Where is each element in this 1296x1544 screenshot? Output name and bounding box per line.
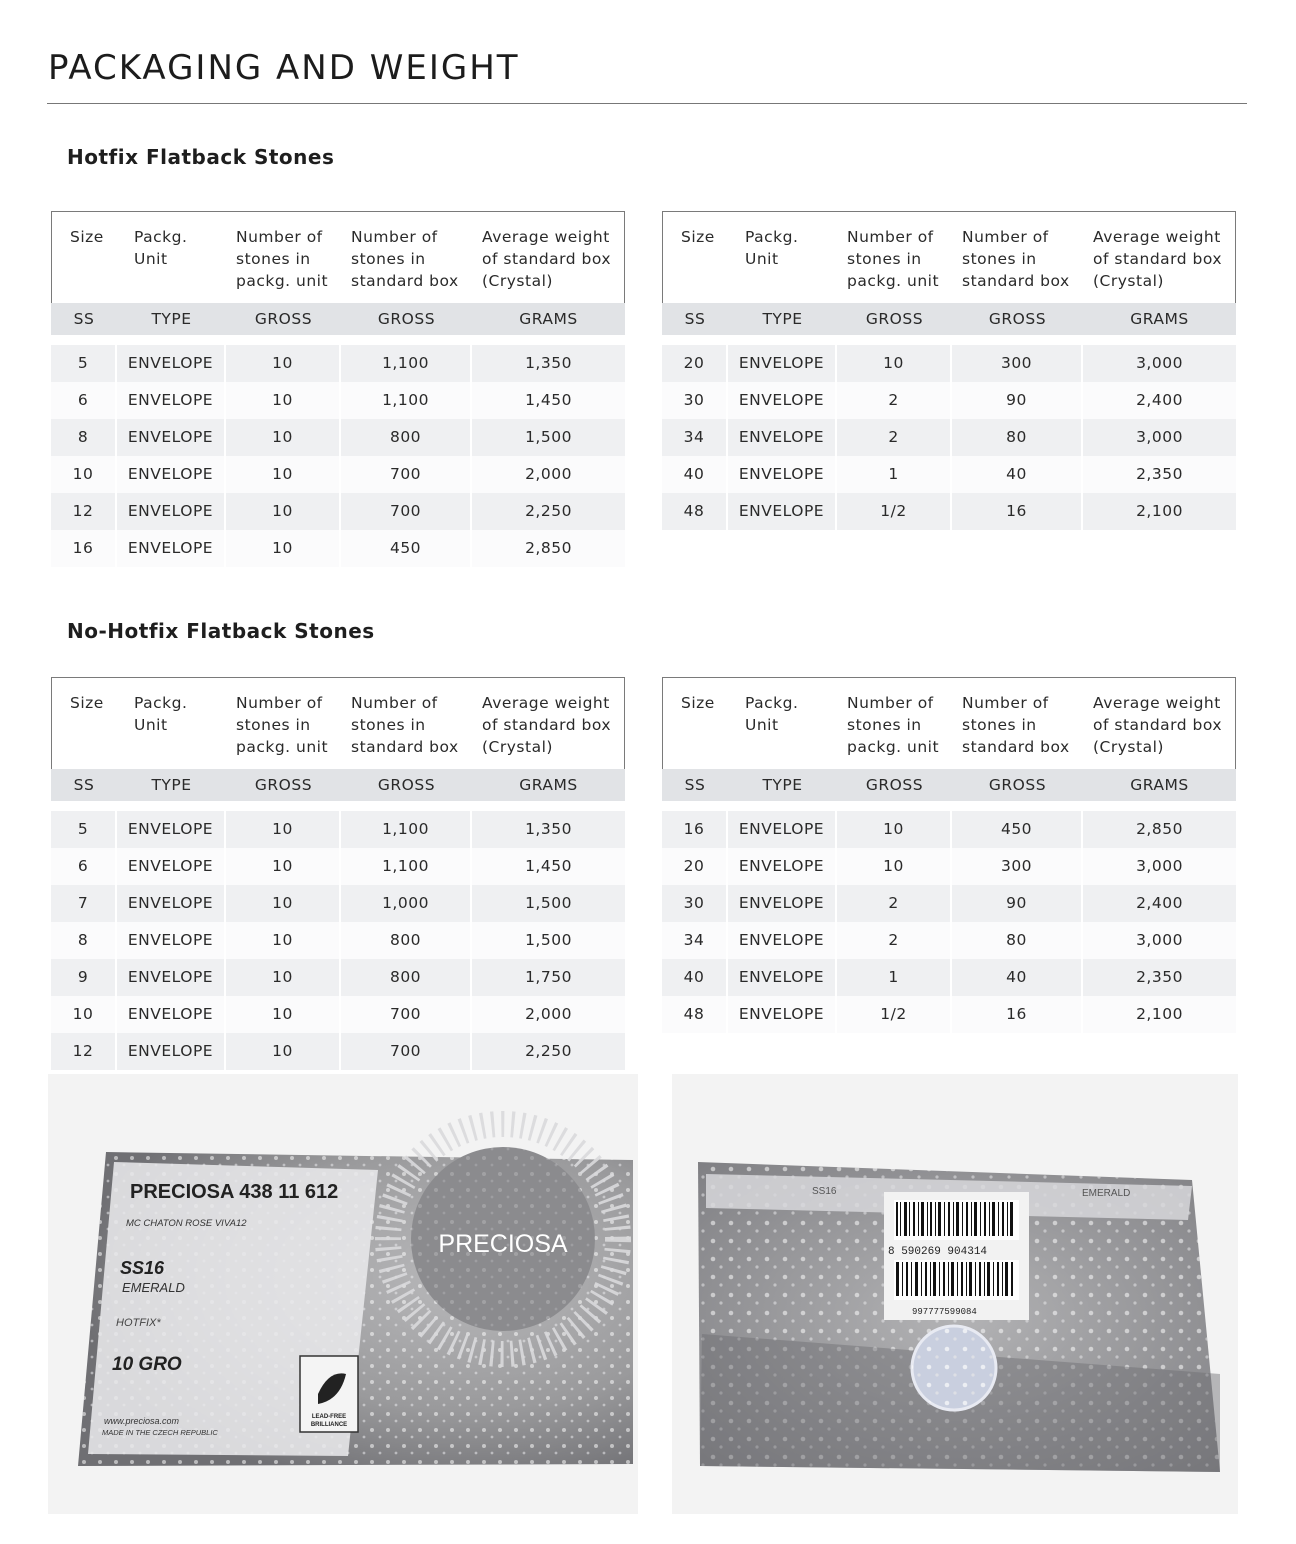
size-cell: 12 [51, 1033, 117, 1070]
stones-box-cell: 800 [341, 922, 472, 959]
svg-text:LEAD-FREE: LEAD-FREE [311, 1414, 347, 1420]
units-row [51, 303, 625, 335]
size-cell: 8 [51, 419, 117, 456]
table-header [51, 677, 625, 769]
table-row [51, 345, 625, 382]
type-cell: ENVELOPE [728, 885, 837, 922]
header-line: Number of [351, 694, 438, 712]
header-line: of standard box [1093, 250, 1223, 268]
table-header [662, 211, 1236, 303]
header-line: packg. unit [236, 272, 329, 290]
weight-cell: 2,400 [1136, 894, 1183, 912]
size-cell: 12 [51, 493, 117, 530]
header-line: Number of [962, 694, 1049, 712]
column-header [745, 226, 798, 270]
stones-box-cell: 300 [952, 848, 1083, 885]
table-row [662, 959, 1236, 996]
weight-cell: 3,000 [1136, 931, 1183, 949]
header-line: Number of [847, 228, 934, 246]
data-table [662, 677, 1236, 1033]
header-line: standard box [962, 272, 1070, 290]
stones-box-cell: 300 [952, 345, 1083, 382]
header-line: standard box [351, 272, 459, 290]
size-cell: 30 [662, 382, 728, 419]
type-cell: ENVELOPE [728, 811, 837, 848]
size-cell: 48 [662, 493, 728, 530]
header-line: of standard box [482, 716, 612, 734]
table-row [51, 530, 625, 567]
stones-unit-cell: 10 [837, 848, 952, 885]
type-cell: ENVELOPE [728, 419, 837, 456]
stones-unit-cell: 10 [226, 848, 341, 885]
header-line: Packg. [134, 228, 188, 246]
weight-cell: 1,750 [525, 968, 572, 986]
stones-box-cell: 700 [341, 1033, 472, 1070]
table-header [51, 211, 625, 303]
size-cell: 5 [51, 811, 117, 848]
column-header [482, 226, 611, 292]
header-line: Unit [134, 716, 168, 734]
stones-box-cell: 1,000 [341, 885, 472, 922]
table-row [51, 493, 625, 530]
table-header [662, 677, 1236, 769]
type-cell: ENVELOPE [117, 345, 226, 382]
stones-unit-cell: 10 [226, 811, 341, 848]
weight-cell: 1,500 [525, 894, 572, 912]
envelope-front-photo [48, 1074, 638, 1514]
header-line: packg. unit [847, 738, 940, 756]
weight-cell: 2,350 [1136, 968, 1183, 986]
table-row [662, 848, 1236, 885]
barcode-1 [894, 1200, 1019, 1240]
stones-box-cell: 16 [952, 493, 1083, 530]
header-line: stones in [847, 250, 922, 268]
back-label-size: SS16 [812, 1186, 837, 1197]
header-line: (Crystal) [482, 738, 553, 756]
stones-box-cell: 90 [952, 382, 1083, 419]
size-cell: 9 [51, 959, 117, 996]
unit-cell: SS [73, 310, 95, 328]
table-row [662, 456, 1236, 493]
unit-cell: GRAMS [1130, 310, 1189, 328]
header-line: Number of [847, 694, 934, 712]
weight-cell: 1,450 [525, 857, 572, 875]
header-line: Average weight [482, 228, 610, 246]
header-line: of standard box [1093, 716, 1223, 734]
type-cell: ENVELOPE [117, 419, 226, 456]
table-row [662, 922, 1236, 959]
table-row [662, 811, 1236, 848]
size-cell: 6 [51, 382, 117, 419]
table-row [51, 959, 625, 996]
header-line: stones in [962, 250, 1037, 268]
barcode-2 [894, 1260, 1019, 1300]
type-cell: ENVELOPE [117, 530, 226, 567]
stones-unit-cell: 1/2 [837, 493, 952, 530]
column-header [745, 692, 798, 736]
column-header [351, 692, 459, 758]
unit-cell: GROSS [254, 776, 313, 794]
type-cell: ENVELOPE [117, 959, 226, 996]
header-line: Average weight [1093, 694, 1221, 712]
size-cell: 40 [662, 456, 728, 493]
stones-unit-cell: 10 [226, 959, 341, 996]
weight-cell: 1,500 [525, 931, 572, 949]
front-brand-line: PRECIOSA 438 11 612 [130, 1181, 339, 1203]
weight-cell: 2,250 [525, 1042, 572, 1060]
unit-cell: TYPE [762, 776, 803, 794]
preciosa-badge: PRECIOSA [438, 1230, 568, 1258]
size-cell: 5 [51, 345, 117, 382]
column-header: Size [681, 694, 715, 712]
stones-box-cell: 700 [341, 493, 472, 530]
header-line: stones in [962, 716, 1037, 734]
type-cell: ENVELOPE [728, 382, 837, 419]
header-line: (Crystal) [482, 272, 553, 290]
table-row [51, 885, 625, 922]
unit-cell: TYPE [151, 776, 192, 794]
column-header [351, 226, 459, 292]
units-row [662, 769, 1236, 801]
front-origin: MADE IN THE CZECH REPUBLIC [102, 1428, 218, 1437]
type-cell: ENVELOPE [728, 922, 837, 959]
header-line: Packg. [745, 694, 799, 712]
type-cell: ENVELOPE [728, 345, 837, 382]
stones-box-cell: 1,100 [341, 848, 472, 885]
size-cell: 10 [51, 996, 117, 1033]
weight-cell: 2,100 [1136, 1005, 1183, 1023]
weight-cell: 1,450 [525, 391, 572, 409]
front-website: www.preciosa.com [104, 1416, 180, 1426]
column-header: Size [70, 228, 104, 246]
table-row [662, 885, 1236, 922]
column-header [1093, 226, 1222, 292]
table-row [51, 996, 625, 1033]
stones-box-cell: 1,100 [341, 811, 472, 848]
header-line: standard box [962, 738, 1070, 756]
type-cell: ENVELOPE [117, 885, 226, 922]
stones-unit-cell: 10 [226, 456, 341, 493]
stones-unit-cell: 2 [837, 419, 952, 456]
table-row [51, 848, 625, 885]
weight-cell: 2,850 [525, 539, 572, 557]
stones-box-cell: 16 [952, 996, 1083, 1033]
unit-cell: GROSS [254, 310, 313, 328]
unit-cell: GRAMS [1130, 776, 1189, 794]
size-cell: 6 [51, 848, 117, 885]
column-header [134, 226, 187, 270]
unit-cell: GROSS [865, 776, 924, 794]
weight-cell: 2,400 [1136, 391, 1183, 409]
type-cell: ENVELOPE [728, 493, 837, 530]
stones-unit-cell: 10 [226, 419, 341, 456]
stones-unit-cell: 10 [837, 811, 952, 848]
header-line: of standard box [482, 250, 612, 268]
stones-unit-cell: 10 [226, 922, 341, 959]
front-product-line: MC CHATON ROSE VIVA12 [126, 1218, 247, 1229]
stones-box-cell: 700 [341, 456, 472, 493]
type-cell: ENVELOPE [117, 996, 226, 1033]
size-cell: 34 [662, 419, 728, 456]
header-line: stones in [236, 716, 311, 734]
unit-cell: SS [684, 310, 706, 328]
table-row [51, 419, 625, 456]
stones-unit-cell: 10 [226, 1033, 341, 1070]
type-cell: ENVELOPE [117, 456, 226, 493]
weight-cell: 2,850 [1136, 820, 1183, 838]
type-cell: ENVELOPE [728, 848, 837, 885]
size-cell: 16 [51, 530, 117, 567]
table-row [51, 811, 625, 848]
header-line: stones in [236, 250, 311, 268]
units-row [662, 303, 1236, 335]
stones-unit-cell: 10 [226, 382, 341, 419]
table-row [662, 382, 1236, 419]
column-header: Size [681, 228, 715, 246]
header-line: (Crystal) [1093, 272, 1164, 290]
weight-cell: 2,350 [1136, 465, 1183, 483]
page-title: PACKAGING AND WEIGHT [48, 48, 520, 88]
stones-box-cell: 800 [341, 959, 472, 996]
type-cell: ENVELOPE [117, 922, 226, 959]
stones-box-cell: 80 [952, 419, 1083, 456]
stones-unit-cell: 2 [837, 382, 952, 419]
column-header [962, 226, 1070, 292]
header-line: standard box [351, 738, 459, 756]
stones-unit-cell: 1/2 [837, 996, 952, 1033]
size-cell: 48 [662, 996, 728, 1033]
type-cell: ENVELOPE [117, 382, 226, 419]
stones-unit-cell: 10 [226, 996, 341, 1033]
table-row [51, 456, 625, 493]
weight-cell: 2,000 [525, 1005, 572, 1023]
stones-box-cell: 1,100 [341, 345, 472, 382]
front-type: HOTFIX* [116, 1317, 161, 1329]
column-header [962, 692, 1070, 758]
unit-cell: GROSS [988, 776, 1047, 794]
stones-box-cell: 700 [341, 996, 472, 1033]
table-row [51, 382, 625, 419]
header-line: Unit [745, 716, 779, 734]
barcode-1-number: 8 590269 904314 [888, 1246, 988, 1258]
type-cell: ENVELOPE [728, 959, 837, 996]
header-line: Average weight [482, 694, 610, 712]
column-header: Size [70, 694, 104, 712]
type-cell: ENVELOPE [117, 493, 226, 530]
unit-cell: SS [684, 776, 706, 794]
stones-unit-cell: 2 [837, 922, 952, 959]
unit-cell: GRAMS [519, 310, 578, 328]
column-header [236, 226, 328, 292]
unit-cell: SS [73, 776, 95, 794]
type-cell: ENVELOPE [117, 811, 226, 848]
weight-cell: 2,250 [525, 502, 572, 520]
front-color: EMERALD [122, 1280, 185, 1295]
header-line: packg. unit [847, 272, 940, 290]
front-size: SS16 [120, 1258, 165, 1278]
barcode-2-number: 997777599084 [912, 1307, 977, 1317]
table-row [51, 922, 625, 959]
unit-cell: GRAMS [519, 776, 578, 794]
type-cell: ENVELOPE [728, 996, 837, 1033]
stones-unit-cell: 10 [837, 345, 952, 382]
title-divider [47, 103, 1247, 104]
size-cell: 8 [51, 922, 117, 959]
table-row [662, 345, 1236, 382]
weight-cell: 2,100 [1136, 502, 1183, 520]
size-cell: 30 [662, 885, 728, 922]
weight-cell: 1,500 [525, 428, 572, 446]
header-line: Unit [745, 250, 779, 268]
table-row [662, 419, 1236, 456]
weight-cell: 3,000 [1136, 857, 1183, 875]
header-line: Number of [351, 228, 438, 246]
table-row [662, 493, 1236, 530]
table-row [51, 1033, 625, 1070]
unit-cell: GROSS [865, 310, 924, 328]
unit-cell: TYPE [151, 310, 192, 328]
stones-unit-cell: 10 [226, 493, 341, 530]
data-table [51, 677, 625, 1070]
stones-unit-cell: 10 [226, 530, 341, 567]
weight-cell: 1,350 [525, 354, 572, 372]
unit-cell: GROSS [377, 310, 436, 328]
stones-box-cell: 1,100 [341, 382, 472, 419]
column-header [134, 692, 187, 736]
stones-box-cell: 40 [952, 959, 1083, 996]
size-cell: 10 [51, 456, 117, 493]
size-cell: 34 [662, 922, 728, 959]
weight-cell: 3,000 [1136, 354, 1183, 372]
weight-cell: 3,000 [1136, 428, 1183, 446]
header-line: (Crystal) [1093, 738, 1164, 756]
column-header [847, 226, 939, 292]
header-line: packg. unit [236, 738, 329, 756]
type-cell: ENVELOPE [728, 456, 837, 493]
header-line: Packg. [745, 228, 799, 246]
unit-cell: GROSS [377, 776, 436, 794]
header-line: Unit [134, 250, 168, 268]
header-line: stones in [847, 716, 922, 734]
weight-cell: 2,000 [525, 465, 572, 483]
stones-unit-cell: 2 [837, 885, 952, 922]
size-cell: 7 [51, 885, 117, 922]
header-line: stones in [351, 716, 426, 734]
unit-cell: TYPE [762, 310, 803, 328]
data-table [662, 211, 1236, 530]
stones-box-cell: 450 [341, 530, 472, 567]
type-cell: ENVELOPE [117, 1033, 226, 1070]
stones-unit-cell: 1 [837, 456, 952, 493]
column-header [236, 692, 328, 758]
stones-box-cell: 90 [952, 885, 1083, 922]
front-quantity: 10 GRO [112, 1354, 182, 1375]
size-cell: 20 [662, 848, 728, 885]
data-table [51, 211, 625, 567]
stones-box-cell: 80 [952, 922, 1083, 959]
header-line: Number of [236, 694, 323, 712]
svg-text:BRILLIANCE: BRILLIANCE [310, 1422, 348, 1428]
section-title: Hotfix Flatback Stones [67, 145, 335, 169]
section-title: No-Hotfix Flatback Stones [67, 619, 375, 643]
header-line: Number of [236, 228, 323, 246]
size-cell: 16 [662, 811, 728, 848]
column-header [482, 692, 611, 758]
header-line: stones in [351, 250, 426, 268]
column-header [1093, 692, 1222, 758]
column-header [847, 692, 939, 758]
header-line: Packg. [134, 694, 188, 712]
stones-box-cell: 40 [952, 456, 1083, 493]
stones-box-cell: 450 [952, 811, 1083, 848]
type-cell: ENVELOPE [117, 848, 226, 885]
size-cell: 40 [662, 959, 728, 996]
envelope-back-photo [672, 1074, 1238, 1514]
stones-box-cell: 800 [341, 419, 472, 456]
back-label-color: EMERALD [1082, 1188, 1131, 1199]
stones-unit-cell: 10 [226, 885, 341, 922]
header-line: Number of [962, 228, 1049, 246]
size-cell: 20 [662, 345, 728, 382]
weight-cell: 1,350 [525, 820, 572, 838]
header-line: Average weight [1093, 228, 1221, 246]
lead-free-badge [300, 1356, 358, 1432]
stones-unit-cell: 10 [226, 345, 341, 382]
table-row [662, 996, 1236, 1033]
unit-cell: GROSS [988, 310, 1047, 328]
units-row [51, 769, 625, 801]
stones-unit-cell: 1 [837, 959, 952, 996]
